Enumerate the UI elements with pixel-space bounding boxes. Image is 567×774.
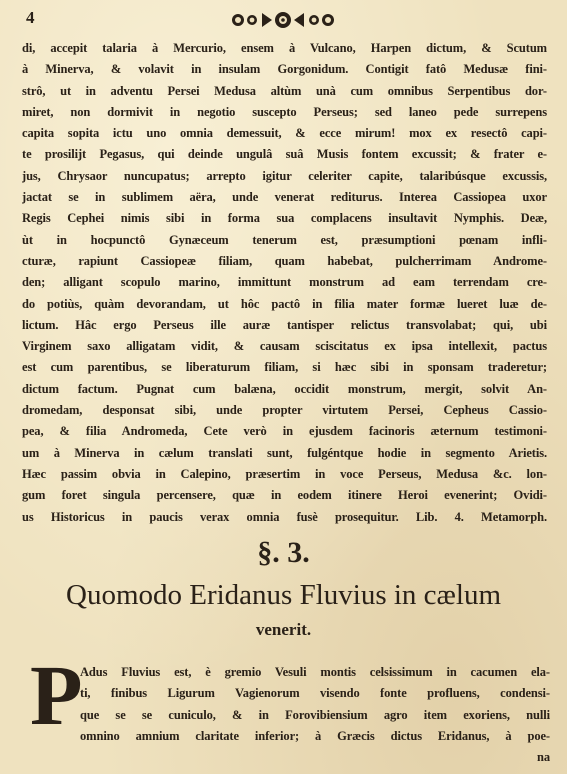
text-line: do potiùs, quàm devorandam, ut hôc pactô in filia mater formæ lueret luæ de- (22, 296, 547, 311)
section-title: Quomodo Eridanus Fluvius in cælum (66, 579, 501, 611)
text-line: cturæ, rapiunt Cassiopeæ filiam, quam habebat, pulcherrimam Androme- (22, 253, 547, 268)
text-line: Virginem saxo alligatam vidit, & causam sciscitatus ex ipsa intellexit, pactus (22, 339, 547, 354)
text-line: Hæc passim obvia in Calepino, præsertim in voce Perseus, Medusa &c. lon- (22, 466, 547, 481)
text-line: jactat se in sublimem aëra, unde venerat rediturus. Interea Cassiopea uxor (22, 190, 547, 205)
decorative-ornament-icon (228, 9, 338, 31)
text-line: dromedam, desponsat sibi, unde propter virtutem Persei, Cepheus Cassio- (22, 403, 547, 418)
text-line: à Minerva, & volavit in insulam Gorgonidum. Contigit fatô Medusæ fini- (22, 62, 547, 77)
page-number: 4 (26, 8, 35, 27)
text-line: est cum parentibus, se liberaturum filiam, si hæc sibi in sponsam traderetur; (22, 360, 547, 375)
text-line: strô, ut in adventu Persei Medusa altùm unà cum omnibus Serpentibus dor- (22, 83, 547, 98)
text-line: na (536, 750, 550, 765)
text-line: Adus Fluvius est, è gremio Vesuli montis celsissimum in cacumen ela- (80, 665, 550, 679)
text-line: dictum factum. Pugnat cum balæna, occidit monstrum, mergit, solvit An- (22, 381, 547, 396)
second-paragraph (80, 662, 550, 768)
text-line: den; alligant scopulo marino, immittunt monstrum ad eam terrendam cre- (22, 275, 547, 290)
text-line: ti, finibus Ligurum Vagienorum visendo fonte profluens, condensi- (80, 686, 550, 701)
text-line: di, accepit talaria à Mercurio, ensem à Vulcano, Harpen dictum, & Scutum (22, 41, 547, 55)
text-line: Regis Cephei nimis sibi in forma sua complacens insultavit Nymphis. Deæ, (22, 211, 547, 226)
text-line: ùt in hocpunctô Gynæceum tenerum est, præsumptioni pœnam infli- (22, 232, 547, 247)
text-line: te prosilijt Pegasus, qui deinde ungulâ suâ Musis fontem excussit; & frater e- (22, 147, 547, 162)
text-line: um à Minerva in cælum translati sunt, fulgéntque hodie in segmento Arietis. (22, 445, 547, 460)
text-line: capita sopita ictu uno omnia demessuit, & ecce mirum! mox ex resectô capi- (22, 126, 547, 141)
section-title-continuation: venerit. (255, 620, 312, 639)
text-line: pea, & filia Andromeda, Cete verò in ejusdem facinoris æternum testimoni- (22, 424, 547, 439)
main-paragraph (22, 38, 547, 528)
text-line: gum foret singula percensere, quæ in eodem itinere Heroi evenerint; Ovidi- (22, 488, 547, 503)
text-line: omnino amnium claritate inferior; à Græcis dictus Eridanus, à poe- (80, 728, 550, 743)
drop-cap: P (30, 647, 83, 743)
text-line: miret, non dormivit in negotio suscepto Perseus; sed laneo pede surrepens (22, 104, 547, 119)
section-number: §. 3. (257, 536, 310, 569)
text-line: jus, Chrysaor nuncupatus; arrepto igitur celeriter capite, talaribúsque excussis, (22, 168, 547, 183)
page-header (0, 6, 567, 34)
text-line: lictum. Hâc ergo Perseus ille auræ tantisper relictus transvolabat; qui, ubi (22, 317, 547, 332)
text-line: us Historicus in paucis verax omnia fusè prosequitur. Lib. 4. Metamorph. (22, 509, 547, 524)
text-line: que se se cuniculo, & in Forovibiensium agro item exoriens, nulli (80, 707, 550, 722)
